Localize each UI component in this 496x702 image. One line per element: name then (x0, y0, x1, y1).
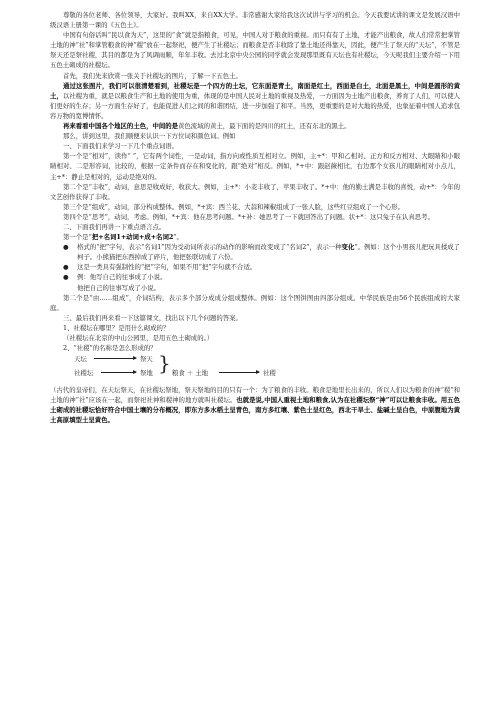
diagram-label-shejitan: 社稷坛 (74, 369, 94, 378)
bullet-icon: ● (63, 263, 69, 272)
intro-paragraph: 尊敬的各位老师、各位领导，大家好。我叫XX，来自XX大学。非常感谢大家给我这次试讲与学习的机会。今天我要试讲的课文是发展汉语中级汉语上册第一课的《五色土》。 (50, 11, 460, 30)
word-fengshou: 第二个是“丰收”，动词，意思是收成好，收获大。例如，主+*：小麦丰收了，苹果丰收了。*+中：他的勤土满是丰收的喜悦，动+*：今年的文艺创作获得了丰收。 (50, 182, 460, 201)
diagram-label-tiantan: 天坛 (74, 355, 87, 364)
arrow-icon (94, 358, 136, 359)
region-soil-text: 黄色流域的黄土，最下面的是四川的红土，还有东北的黑土。 (178, 122, 351, 131)
diagram-label-jitian: 祭天 (140, 355, 153, 364)
conclusion-paragraph: （古代的皇帝们，在天坛祭天，在社稷坛祭地，祭天祭地的目的只有一个：为了粮食的丰收。粮食是地里长出来的，所以人们以为粮食的神“稷”和土地的神“社”应该在一起，而祭祀社神和稷神的地方就叫社稷坛。也就是说,中国人重视土地和粮食,认为在社稷坛祭“神”可以让粮食丰收。用五色土砌成的社稷坛恰好符合中国土壤的分布概况，即东方多水稻土呈青色，南方多红壤、紫色土呈红色，西北干旱土、盐碱土呈白色，中原腹地为黄土高原填型土呈黄色。 (50, 386, 460, 425)
arrow-icon (219, 372, 259, 373)
sheji-diagram (74, 353, 460, 385)
soil-meaning-text: 以社稷为重，就是以粮食生产和土地的使用为重，体现的是中国人民对土地的重视及热爱，一方面因为土地产出粮食，养育了人们，可以使人们更好的生存；另一方面生存好了，也能促进人们之间的和谐团结，进一步加强了和平。当然，更重要的是对大地的热爱，也象征着中国人追求包容万物的宽博情怀。 (50, 91, 461, 120)
region-soil-paragraph (50, 121, 460, 131)
question-one: 1、社稷坛在哪里？是用什么砌成的？ (63, 323, 170, 332)
answer-one: （社稷坛在北京的中山公园里，是用五色土砌成的。） (63, 334, 214, 342)
section-two-heading: 二、下面我们再讲一下重点语言点。 (63, 222, 166, 231)
word-zucheng: 第三个是“组成”，动词，部分构成整体。例如，*+宾：西兰花、大蒜和辣椒组成了一张人脸，这些红豆组成了一个心形。 (63, 202, 405, 211)
picture-intro-paragraph: 首先，我们先来欣赏一张关于社稷坛的图片，了解一下五色土。 (63, 71, 242, 80)
grammar-pattern-bold: 把+名词1+动词+成+名词2 (91, 233, 174, 242)
bullet-icon: ● (63, 273, 69, 282)
conclusion-bold: 也就是说,中国人重视土地和粮食,认为在社稷坛祭“神”可以让粮食丰收。用五色土砌成的社稷坛恰好符合中国土壤的分布概况，即东方多水稻土呈青色，南方多红壤、紫色土呈红色，西北干旱土、盐碱土呈白色，中原腹地为黄土高原填型土呈黄色。 (50, 396, 460, 425)
bullet-icon: ● (63, 243, 69, 252)
section-one-heading: 一、下面我们来学习一下几个重点词语。 (63, 142, 179, 151)
region-soil-bold: 再来看看中国各个地区的土色，中间的是 (63, 122, 179, 131)
arrow-icon (101, 372, 136, 373)
soil-colors-bold: 通过这张图片，我们可以很清楚看到，社稷坛是一个四方的土坛，它东面是青土，南面是红土，西面是白土，北面是黑土，中间是圆形的黄土， (50, 81, 460, 100)
direction-words-paragraph: 那么，讲到这里，我们顺便来认识一下方位词和颜色词。例如 (63, 132, 236, 141)
question-two: 2、“社稷”的名称是怎么形成的？ (63, 344, 157, 353)
diagram-label-jidi: 祭地 (140, 369, 153, 378)
word-xiangdui: 第一个是“相对”，读作“ ”，它有两个词性，一是动词，指方向或性质互相对立。例如，主+*：甲和乙相对、正方和反方相对、大眼睛和小眼睛相对、二是形容词，比较的，根据一定条件而存在和变化的，跟“绝对”相反。例如，*+中：跟赵薇相比，右边那个女孩儿的眼睛相对小点儿，主+*：静止是相对的，运动是绝对的。 (50, 152, 460, 181)
section-three-heading: 三、最后我们再来看一下这篇课文，找出以下几个问题的答案。 (63, 313, 242, 322)
example-sentence: 他把自己的往事写成了小说。 (77, 283, 161, 292)
brace-icon: } (158, 351, 171, 376)
diagram-label-food-land: 粮食 ＋ 土地 (172, 369, 209, 378)
bullet-item: ● 格式的“把”字句，表示“名词1”因为受动词所表示的动作的影响而改变成了“名词2”，表示一种变化”。例如：这个小男孩儿把玩具揉成了柯子。小熊猫把东西掉成了碎片，他把张联切成了六份。 (63, 243, 461, 262)
grammar-point-one: 第一个是“把+名词1+动词+成+名词2”。 (63, 233, 183, 242)
diagram-label-sheji: 社稷 (263, 369, 276, 378)
word-sikao: 第四个是“思考”，动词，考虑。例如，*+宾：他在思考问题。*+补：她思考了一下就回答出了问题。状+*：这只兔子在认真思考。 (63, 212, 434, 221)
bullet-item: ● 这是一类具有强制性的“把”字句，如果不用“把”字句就不合适。 (63, 263, 257, 272)
grammar-point-two: 第二个是“由……组成”，介词结构，表示多个部分成成分组成整体。例如：这个图饼图由四部分组成。中华民族是由56个民族组成的大家庭。 (50, 293, 460, 312)
soil-description-paragraph (50, 81, 460, 121)
bullet-item: ● 例：他写自己的往事成了小说。 (63, 273, 167, 282)
document-page (50, 10, 460, 426)
background-paragraph: 中国有句俗话叫“民以食为天”，这里的“食”就是指粮食，可见，中国人对于粮食的重视。而只有有了土地，才能产出粮食，故人们常常把掌管土地的神“社”和掌管粮食的神“稷”放在一起祭祀，便产生了社稷坛；而粮食是否丰收除了靠土地还得靠天，因此，便产生了祭天的“天坛”，不管是祭天还是祭社稷，其目的都是为了风调雨顺，年年丰收。去过北京中央公园的同学就会发现那里既有天坛也有社稷坛，今天呢我们主要介绍一下用五色土砌成的社稷坛。 (50, 31, 460, 70)
